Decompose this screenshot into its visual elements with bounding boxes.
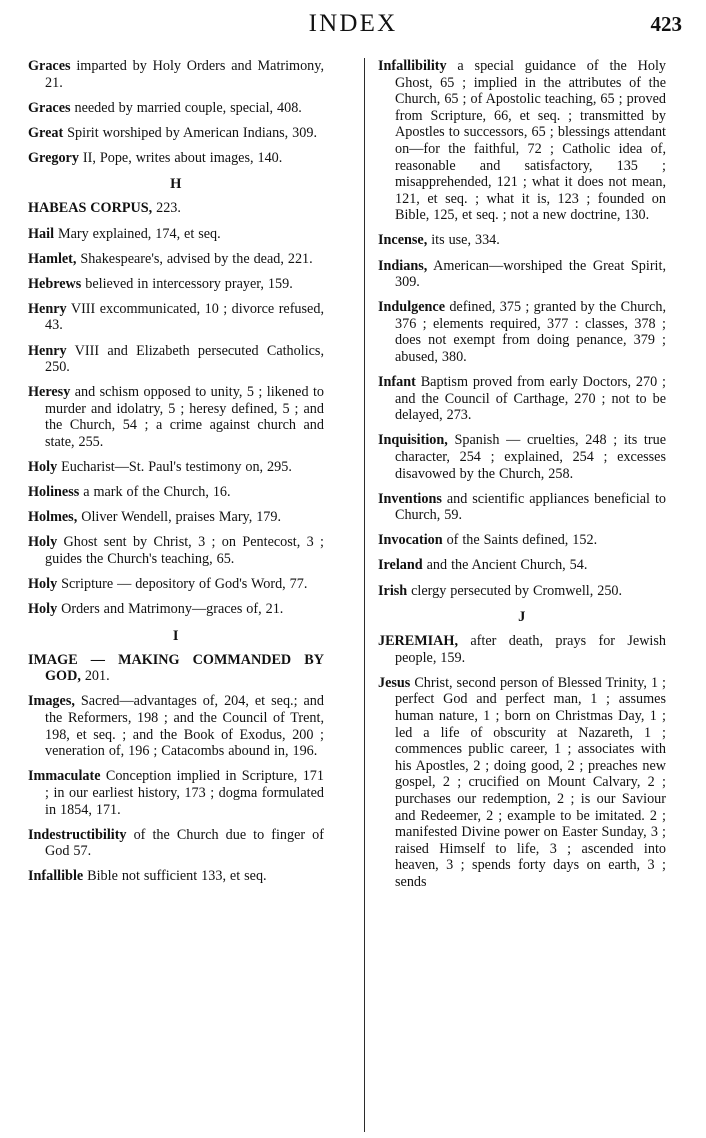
index-entry: [378, 532, 666, 549]
index-entry: [378, 557, 666, 574]
index-section-heading: I: [172, 627, 180, 644]
index-entry-term: Infant: [378, 374, 416, 391]
index-entry-term: Irish: [378, 582, 408, 599]
page-header: [0, 0, 706, 46]
index-entry-refs: American—worshiped the Great Spirit, 309.: [395, 257, 666, 291]
index-entry-refs: a mark of the Church, 16.: [79, 484, 231, 501]
index-entry: [28, 601, 324, 618]
index-entry-refs: clergy persecuted by Cromwell, 250.: [407, 582, 623, 599]
index-entry-term: Infallible: [28, 868, 84, 885]
index-entry-term: Images,: [28, 693, 75, 710]
index-entry-term: Graces: [28, 58, 71, 74]
index-entry-refs: after death, prays for Jewish people, 159.: [395, 633, 666, 666]
index-entry-refs: believed in intercessory prayer, 159.: [81, 275, 293, 292]
index-entry-refs: a special guidance of the Holy Ghost, 65 ; implied in the attributes of the Church, 65 ; of Apostolic teaching, 65 ; proved from Scripture, 66, et seq. ; transmitted by Apostles to successors, 65 ; blessings attendant on—for the faithful, 72 ; Catholic idea of, reasonable and satisfactory, 135 ; misapprehended, 121 ; what it does not mean, 121, et seq. ; what it is, 123 ; founded on Bible, 125, et seq. ; not a new doctrine, 130.: [395, 58, 666, 224]
index-entry-refs: and the Ancient Church, 54.: [422, 557, 588, 574]
index-entry-term: Jesus: [378, 674, 411, 691]
index-entry-term: Henry: [28, 300, 67, 317]
index-entry-term: Holy: [28, 601, 58, 618]
index-entry-refs: of the Saints defined, 152.: [442, 532, 598, 549]
index-entry-refs: VIII excommunicated, 10 ; divorce refused, 43.: [45, 300, 324, 334]
index-entry-term: Great: [28, 124, 64, 141]
index-entry: [28, 150, 324, 167]
index-entry: [28, 276, 324, 293]
index-entry-term: Indestructibility: [28, 826, 127, 843]
index-entry: [378, 432, 666, 482]
index-entry-refs: Bible not sufficient 133, et seq.: [83, 868, 267, 885]
index-entry-refs: Conception implied in Scripture, 171 ; in our earliest history, 173 ; dogma formulated in 1854, 171.: [45, 768, 324, 818]
index-entry: [28, 301, 324, 334]
index-entry-refs: Christ, second person of Blessed Trinity, 1 ; perfect God and perfect man, 1 ; assumes human nature, 1 ; born on Christmas Day, 1 ; led a life of obscurity at Nazareth, 1 ; commences public career, 1 ; associates with his Apostles, 2 ; doing good, 2 ; preaches new gospel, 2 ; crucified on Mount Calvary, 2 ; purchases our redemption, 2 ; is our Saviour and Redeemer, 2 ; example to be imitated. 2 ; manifested Divine power on Easter Sunday, 3 ; raised Himself to life, 3 ; ascended into heaven, 3 ; spends forty days on earth, 3 ; sends: [395, 674, 666, 890]
index-entry-refs: Eucharist—St. Paul's testimony on, 295.: [57, 459, 292, 476]
index-entry-refs: Baptism proved from early Doctors, 270 ; and the Council of Carthage, 270 ; not to be delayed, 273.: [395, 374, 666, 424]
index-entry-refs: Ghost sent by Christ, 3 ; on Pentecost, 3 ; guides the Church's teaching, 65.: [45, 534, 324, 567]
index-entry-term: Hail: [28, 225, 55, 242]
index-entry-refs: defined, 375 ; granted by the Church, 376 ; elements required, 377 : classes, 378 ; does not exempt from doing penance, 379 ; abused, 380.: [395, 299, 666, 365]
index-entry-term: Indulgence: [378, 299, 446, 316]
left-column: [28, 58, 338, 1132]
index-entry: [28, 576, 324, 593]
index-section-heading: J: [518, 609, 526, 626]
index-entry-term: Heresy: [28, 384, 71, 401]
index-entry-term: Holy: [28, 459, 58, 476]
index-entry: [378, 491, 666, 524]
index-entry-term: Inquisition,: [378, 432, 448, 449]
index-entry: [28, 100, 324, 117]
index-entry: [28, 768, 324, 818]
index-section-heading: H: [170, 176, 182, 193]
index-entry-refs: its use, 334.: [427, 232, 500, 249]
index-entry-refs: Shakespeare's, advised by the dead, 221.: [76, 250, 313, 267]
index-entry-refs: Spirit worshiped by American Indians, 309.: [63, 124, 318, 141]
index-entry: [28, 509, 324, 526]
index-entry-term: Holiness: [28, 484, 80, 501]
index-entry-refs: and scientific appliances beneficial to Church, 59.: [395, 490, 666, 524]
index-columns: [28, 58, 684, 1132]
index-entry: [28, 459, 324, 476]
index-entry: [378, 633, 666, 666]
index-entry-term: Hamlet,: [28, 250, 77, 267]
index-entry-term: Incense,: [378, 232, 428, 249]
index-entry-term: Henry: [28, 342, 67, 359]
index-entry-refs: II, Pope, writes about images, 140.: [78, 149, 283, 166]
index-entry-refs: and schism opposed to unity, 5 ; likened to murder and idolatry, 5 ; heresy defined, 5 ; and the Church, 54 ; a crime against church and state, 255.: [45, 384, 324, 450]
index-entry: [28, 827, 324, 860]
index-entry: [378, 675, 666, 891]
index-entry-term: Hebrews: [28, 275, 82, 292]
index-entry: [378, 258, 666, 291]
index-entry: [28, 652, 324, 685]
index-entry: [28, 58, 324, 91]
index-entry: [28, 125, 324, 142]
index-entry-term: Infallibility: [378, 58, 447, 74]
index-entry: [28, 534, 324, 567]
index-entry: [28, 200, 324, 217]
index-entry: [28, 226, 324, 243]
index-entry: [378, 58, 666, 224]
index-entry-term: Inventions: [378, 490, 442, 507]
right-column: [356, 58, 666, 1132]
index-entry-refs: 201.: [80, 668, 110, 685]
index-entry-term: Ireland: [378, 557, 423, 574]
index-entry: [378, 232, 666, 249]
index-entry-term: HABEAS CORPUS,: [28, 200, 153, 217]
index-entry: [28, 251, 324, 268]
index-entry-term: IMAGE — MAKING COMMANDED BY GOD,: [28, 651, 324, 685]
page-number: 423: [650, 12, 682, 36]
index-entry-refs: Mary explained, 174, et seq.: [54, 225, 221, 242]
index-entry: [378, 299, 666, 365]
index-entry-refs: of the Church due to finger of God 57.: [45, 826, 324, 860]
page-title: INDEX: [308, 10, 398, 37]
index-entry-term: Indians,: [378, 257, 428, 274]
index-entry-term: Gregory: [28, 149, 79, 166]
index-entry: [378, 583, 666, 600]
index-entry-term: Holmes,: [28, 509, 78, 526]
index-entry-refs: Sacred—advantages of, 204, et seq.; and the Reformers, 198 ; and the Council of Trent, 198, et seq. ; and the Book of Exodus, 200 ; veneration of, 196 ; Catacombs abound in, 196.: [45, 693, 324, 760]
index-entry: [28, 384, 324, 450]
index-entry-refs: 223.: [152, 200, 181, 217]
index-entry-term: Invocation: [378, 532, 443, 549]
index-entry-refs: Scripture — depository of God's Word, 77.: [57, 576, 308, 593]
index-entry: [28, 343, 324, 376]
index-entry: [28, 868, 324, 885]
index-entry-term: Holy: [28, 534, 58, 551]
index-entry-term: Graces: [28, 99, 71, 116]
index-entry-refs: imparted by Holy Orders and Matrimony, 21.: [45, 58, 324, 91]
index-entry-refs: Spanish — cruelties, 248 ; its true character, 254 ; explained, 254 ; excesses disavowed by the Church, 258.: [395, 432, 666, 482]
index-entry-refs: Orders and Matrimony—graces of, 21.: [57, 601, 284, 618]
index-entry-term: JEREMIAH,: [378, 633, 459, 650]
index-entry: [378, 374, 666, 424]
index-entry-refs: VIII and Elizabeth persecuted Catholics, 250.: [45, 342, 324, 376]
index-entry-refs: needed by married couple, special, 408.: [70, 99, 302, 116]
index-entry-term: Immaculate: [28, 768, 101, 785]
index-entry-term: Holy: [28, 576, 58, 593]
index-entry-refs: Oliver Wendell, praises Mary, 179.: [77, 509, 282, 526]
index-entry: [28, 484, 324, 501]
index-entry: [28, 693, 324, 759]
